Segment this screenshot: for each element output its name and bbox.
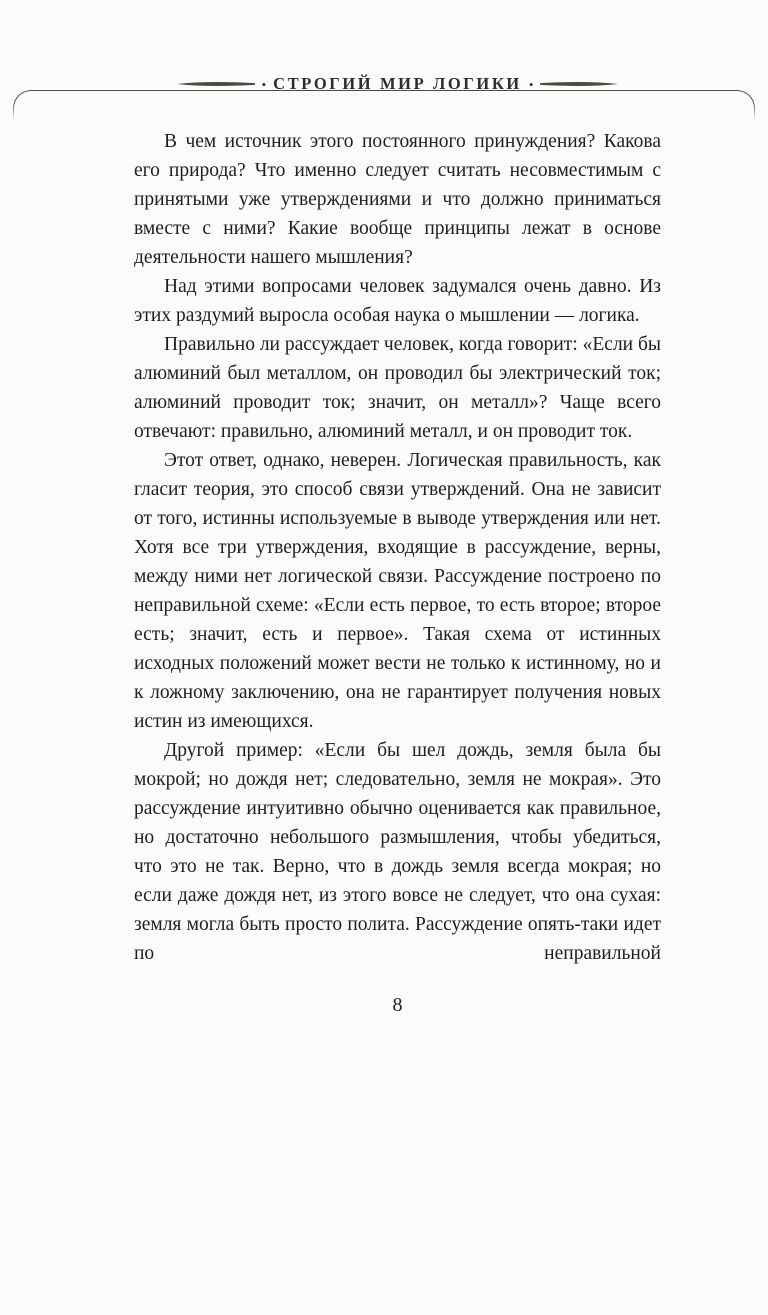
chapter-title: СТРОГИЙ МИР ЛОГИКИ bbox=[273, 74, 522, 93]
paragraph-2: Над этими вопросами человек задумался очень давно. Из этих раздумий выросла особая наука о мышлении — логика. bbox=[134, 276, 661, 326]
page-border-top bbox=[13, 90, 755, 119]
page-number: 8 bbox=[392, 994, 403, 1016]
flourish-right-icon bbox=[540, 79, 618, 89]
paragraph-3: Правильно ли рассуждает человек, когда говорит: «Если бы алюминий был металлом, он проводил бы электрический ток; алюминий проводит ток; значит, он металл»? Чаще всего отвечают: правильно, алюминий металл, и он проводит ток. bbox=[134, 334, 662, 442]
flourish-left-icon bbox=[177, 79, 255, 89]
book-page bbox=[0, 74, 768, 1017]
body-text bbox=[134, 127, 661, 968]
paragraph-5: Другой пример: «Если бы шел дождь, земля была бы мокрой; но дождя нет; следовательно, земля не мокрая». Это рассуждение интуитивно обычно оценивается как правильное, но достаточно небольшого размышления, чтобы убедиться, что это не так. Верно, что в дождь земля всегда мокрая; но если даже дождя нет, из этого вовсе не следует, что она сухая: земля могла быть просто полита. Рассуждение опять-таки идет по неправильной bbox=[134, 740, 661, 964]
paragraph-4: Этот ответ, однако, неверен. Логическая правильность, как гласит теория, это способ связи утверждений. Она не зависит от того, истинны используемые в выводе утверждения или нет. Хотя все три утверждения, входящие в рассуждение, верны, между ними нет логической связи. Рассуждение построено по неправильной схеме: «Если есть первое, то есть второе; второе есть; значит, есть и первое». Такая схема от истинных исходных положений может вести не только к истинному, но и к ложному заключению, она не гарантирует получения новых истин из имеющихся. bbox=[134, 450, 661, 732]
header-bullet-left: • bbox=[261, 76, 267, 92]
header-bullet-right: • bbox=[528, 76, 534, 92]
paragraph-1: В чем источник этого постоянного принуждения? Какова его природа? Что именно следует считать несовместимым с принятыми уже утверждениями и что должно приниматься вместе с ними? Какие вообще принципы лежат в основе деятельности нашего мышления? bbox=[134, 131, 661, 268]
